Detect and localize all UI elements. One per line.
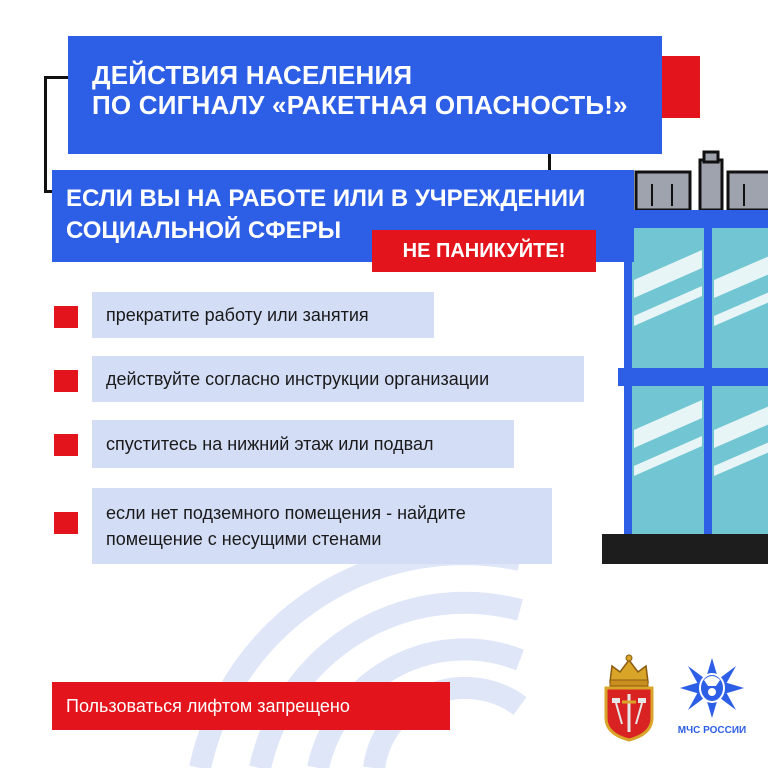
red-square-bullet bbox=[54, 306, 78, 328]
connector-line bbox=[44, 76, 47, 192]
step-item bbox=[92, 292, 434, 338]
step-item bbox=[92, 488, 552, 564]
title-line-1: ДЕЙСТВИЯ НАСЕЛЕНИЯ bbox=[92, 60, 413, 90]
mchs-emblem-icon bbox=[676, 656, 748, 722]
red-square-bullet bbox=[54, 370, 78, 392]
tula-coat-of-arms-icon bbox=[600, 652, 658, 742]
page-title bbox=[92, 60, 628, 120]
situation-line-1: ЕСЛИ ВЫ НА РАБОТЕ ИЛИ В УЧРЕЖДЕНИИ bbox=[66, 185, 586, 212]
step-text: если нет подземного помещения - найдите помещение с несущими стенами bbox=[106, 503, 466, 549]
elevator-warning: Пользоваться лифтом запрещено bbox=[52, 682, 450, 730]
mchs-label: МЧС РОССИИ bbox=[677, 725, 747, 736]
connector-line bbox=[44, 76, 70, 79]
no-panic-badge: НЕ ПАНИКУЙТЕ! bbox=[372, 230, 596, 272]
step-item bbox=[92, 420, 514, 468]
step-text: действуйте согласно инструкции организации bbox=[106, 369, 490, 389]
title-red-accent bbox=[662, 56, 700, 118]
title-line-2: ПО СИГНАЛУ «РАКЕТНАЯ ОПАСНОСТЬ!» bbox=[92, 90, 628, 120]
situation-line-2: СОЦИАЛЬНОЙ СФЕРЫ bbox=[66, 217, 342, 244]
step-text: прекратите работу или занятия bbox=[106, 305, 369, 325]
step-text: спуститесь на нижний этаж или подвал bbox=[106, 434, 434, 454]
red-square-bullet bbox=[54, 512, 78, 534]
step-item bbox=[92, 356, 584, 402]
red-square-bullet bbox=[54, 434, 78, 456]
